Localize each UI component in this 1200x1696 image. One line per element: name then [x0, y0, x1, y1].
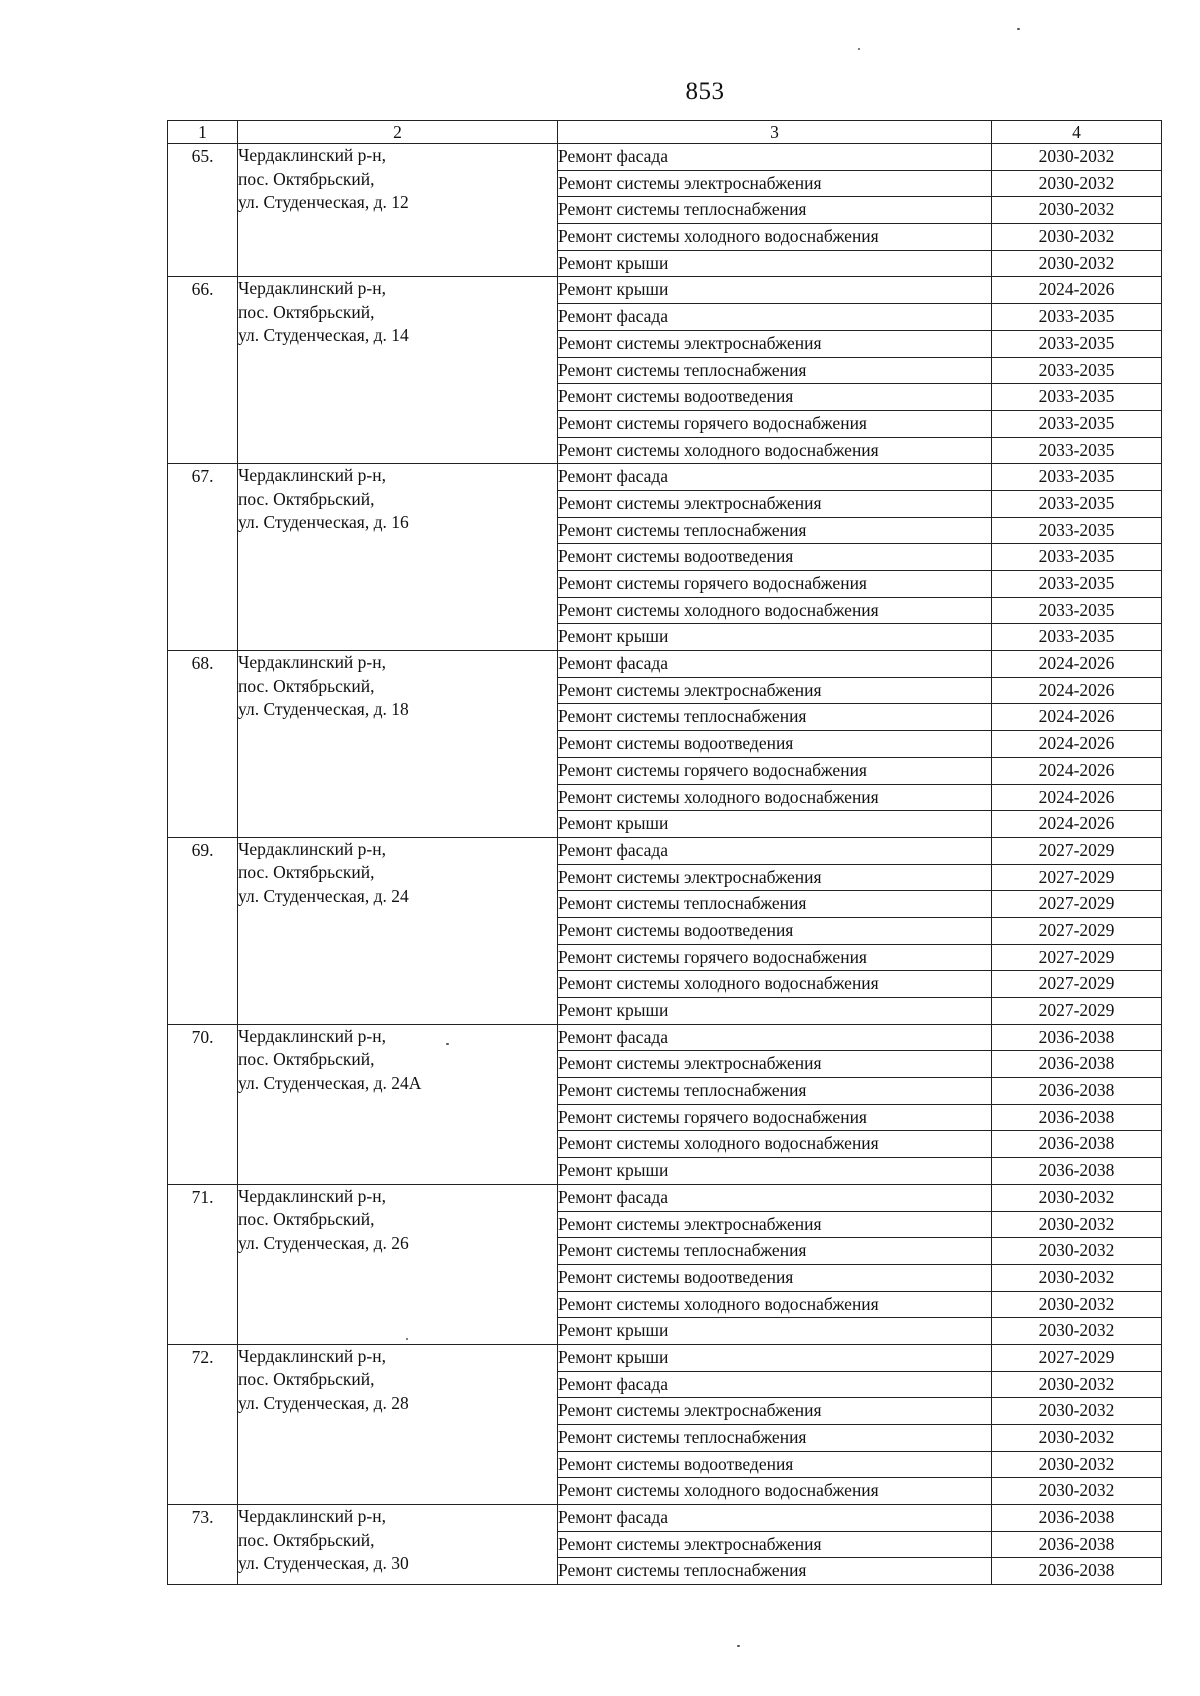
work-period: 2030-2032	[992, 1211, 1162, 1238]
address-line: Чердаклинский р-н,	[238, 838, 386, 859]
work-period: 2033-2035	[992, 517, 1162, 544]
entry-address	[238, 1344, 558, 1504]
address-line: ул. Студенческая, д. 14	[238, 325, 409, 346]
work-type: Ремонт системы электроснабжения	[558, 330, 992, 357]
address-line: Чердаклинский р-н,	[238, 1506, 386, 1527]
entry-number: 73.	[168, 1505, 238, 1585]
work-period: 2027-2029	[992, 837, 1162, 864]
work-period: 2030-2032	[992, 170, 1162, 197]
table-row	[168, 1344, 1162, 1371]
work-period: 2024-2026	[992, 757, 1162, 784]
work-period: 2033-2035	[992, 490, 1162, 517]
address-line: Чердаклинский р-н,	[238, 145, 386, 165]
work-period: 2030-2032	[992, 1264, 1162, 1291]
work-period: 2027-2029	[992, 1344, 1162, 1371]
work-type: Ремонт фасада	[558, 1184, 992, 1211]
work-type: Ремонт системы электроснабжения	[558, 1051, 992, 1078]
table-row	[168, 1505, 1162, 1532]
entry-number: 68.	[168, 651, 238, 838]
work-type: Ремонт системы холодного водоснабжения	[558, 1131, 992, 1158]
work-period: 2024-2026	[992, 811, 1162, 838]
work-period: 2024-2026	[992, 651, 1162, 678]
work-period: 2024-2026	[992, 277, 1162, 304]
work-period: 2036-2038	[992, 1158, 1162, 1185]
address-line: пос. Октябрьский,	[238, 1049, 375, 1070]
work-type: Ремонт системы электроснабжения	[558, 1531, 992, 1558]
scan-speck	[737, 1645, 740, 1647]
address-line: пос. Октябрьский,	[238, 488, 375, 509]
work-type: Ремонт системы электроснабжения	[558, 170, 992, 197]
work-type: Ремонт фасада	[558, 651, 992, 678]
address-line: пос. Октябрьский,	[238, 1369, 375, 1390]
entry-number: 72.	[168, 1344, 238, 1504]
work-period: 2033-2035	[992, 304, 1162, 331]
work-type: Ремонт фасада	[558, 1024, 992, 1051]
entry-number: 66.	[168, 277, 238, 464]
work-period: 2030-2032	[992, 224, 1162, 251]
address-line: ул. Студенческая, д. 18	[238, 699, 409, 720]
work-period: 2033-2035	[992, 544, 1162, 571]
header-col-2: 2	[238, 121, 558, 144]
work-type: Ремонт системы электроснабжения	[558, 490, 992, 517]
work-type: Ремонт системы водоотведения	[558, 917, 992, 944]
work-period: 2030-2032	[992, 1318, 1162, 1345]
work-period: 2033-2035	[992, 437, 1162, 464]
entry-number: 69.	[168, 837, 238, 1024]
work-type: Ремонт системы водоотведения	[558, 544, 992, 571]
work-period: 2036-2038	[992, 1131, 1162, 1158]
work-type: Ремонт системы теплоснабжения	[558, 1558, 992, 1585]
work-type: Ремонт системы водоотведения	[558, 1451, 992, 1478]
work-type: Ремонт системы теплоснабжения	[558, 357, 992, 384]
address-line: пос. Октябрьский,	[238, 168, 375, 189]
work-type: Ремонт системы теплоснабжения	[558, 1078, 992, 1105]
work-period: 2027-2029	[992, 944, 1162, 971]
work-period: 2036-2038	[992, 1558, 1162, 1585]
header-col-1: 1	[168, 121, 238, 144]
work-type: Ремонт системы холодного водоснабжения	[558, 1478, 992, 1505]
work-type: Ремонт крыши	[558, 277, 992, 304]
work-period: 2027-2029	[992, 917, 1162, 944]
entry-address	[238, 837, 558, 1024]
work-type: Ремонт фасада	[558, 464, 992, 491]
work-type: Ремонт фасада	[558, 144, 992, 171]
address-line: пос. Октябрьский,	[238, 862, 375, 883]
address-line: Чердаклинский р-н,	[238, 1185, 386, 1206]
table-row	[168, 651, 1162, 678]
work-period: 2024-2026	[992, 731, 1162, 758]
work-type: Ремонт крыши	[558, 1158, 992, 1185]
header-col-4: 4	[992, 121, 1162, 144]
entry-number: 70.	[168, 1024, 238, 1184]
scan-speck	[1017, 28, 1020, 30]
entry-address	[238, 1505, 558, 1585]
work-period: 2030-2032	[992, 1478, 1162, 1505]
work-type: Ремонт системы теплоснабжения	[558, 1425, 992, 1452]
work-type: Ремонт крыши	[558, 250, 992, 277]
work-period: 2027-2029	[992, 998, 1162, 1025]
work-period: 2030-2032	[992, 1451, 1162, 1478]
work-period: 2030-2032	[992, 1291, 1162, 1318]
work-type: Ремонт системы холодного водоснабжения	[558, 224, 992, 251]
scan-speck	[446, 1043, 449, 1045]
work-period: 2024-2026	[992, 677, 1162, 704]
address-line: пос. Октябрьский,	[238, 675, 375, 696]
entry-address	[238, 144, 558, 277]
work-type: Ремонт системы теплоснабжения	[558, 891, 992, 918]
entry-address	[238, 1024, 558, 1184]
work-type: Ремонт системы водоотведения	[558, 731, 992, 758]
table-row	[168, 837, 1162, 864]
work-type: Ремонт системы холодного водоснабжения	[558, 437, 992, 464]
work-period: 2033-2035	[992, 330, 1162, 357]
work-type: Ремонт системы горячего водоснабжения	[558, 757, 992, 784]
work-type: Ремонт крыши	[558, 811, 992, 838]
work-period: 2024-2026	[992, 784, 1162, 811]
work-type: Ремонт системы горячего водоснабжения	[558, 571, 992, 598]
entry-address	[238, 464, 558, 651]
work-type: Ремонт крыши	[558, 624, 992, 651]
table-body	[168, 144, 1162, 1585]
work-period: 2030-2032	[992, 1398, 1162, 1425]
work-type: Ремонт системы теплоснабжения	[558, 197, 992, 224]
work-type: Ремонт системы холодного водоснабжения	[558, 597, 992, 624]
address-line: Чердаклинский р-н,	[238, 278, 386, 299]
work-period: 2036-2038	[992, 1024, 1162, 1051]
header-col-3: 3	[558, 121, 992, 144]
work-period: 2033-2035	[992, 384, 1162, 411]
work-type: Ремонт крыши	[558, 1318, 992, 1345]
address-line: Чердаклинский р-н,	[238, 465, 386, 486]
address-line: пос. Октябрьский,	[238, 301, 375, 322]
table-header	[168, 121, 1162, 144]
entry-number: 65.	[168, 144, 238, 277]
work-type: Ремонт системы электроснабжения	[558, 864, 992, 891]
work-period: 2033-2035	[992, 410, 1162, 437]
work-type: Ремонт фасада	[558, 837, 992, 864]
work-period: 2033-2035	[992, 597, 1162, 624]
work-period: 2030-2032	[992, 1371, 1162, 1398]
work-period: 2030-2032	[992, 250, 1162, 277]
repair-schedule-table	[167, 120, 1162, 1585]
work-period: 2033-2035	[992, 571, 1162, 598]
entry-number: 71.	[168, 1184, 238, 1344]
table-row	[168, 277, 1162, 304]
table-row	[168, 464, 1162, 491]
work-period: 2030-2032	[992, 1238, 1162, 1265]
work-period: 2027-2029	[992, 864, 1162, 891]
work-period: 2033-2035	[992, 624, 1162, 651]
address-line: Чердаклинский р-н,	[238, 1345, 386, 1366]
work-type: Ремонт фасада	[558, 304, 992, 331]
work-type: Ремонт системы теплоснабжения	[558, 1238, 992, 1265]
work-period: 2030-2032	[992, 144, 1162, 171]
address-line: ул. Студенческая, д. 26	[238, 1232, 409, 1253]
table-row	[168, 1184, 1162, 1211]
entry-address	[238, 277, 558, 464]
page-number: 853	[685, 78, 725, 105]
table-row	[168, 144, 1162, 171]
work-type: Ремонт системы электроснабжения	[558, 1398, 992, 1425]
address-line: ул. Студенческая, д. 28	[238, 1392, 409, 1413]
address-line: ул. Студенческая, д. 12	[238, 192, 409, 212]
work-type: Ремонт системы холодного водоснабжения	[558, 971, 992, 998]
work-period: 2027-2029	[992, 971, 1162, 998]
work-type: Ремонт крыши	[558, 998, 992, 1025]
address-line: пос. Октябрьский,	[238, 1529, 375, 1550]
work-period: 2024-2026	[992, 704, 1162, 731]
scan-speck	[406, 1338, 408, 1340]
address-line: пос. Октябрьский,	[238, 1209, 375, 1230]
address-line: Чердаклинский р-н,	[238, 652, 386, 673]
header-row	[168, 121, 1162, 144]
work-type: Ремонт системы горячего водоснабжения	[558, 944, 992, 971]
table-row	[168, 1024, 1162, 1051]
work-type: Ремонт системы теплоснабжения	[558, 517, 992, 544]
work-type: Ремонт фасада	[558, 1505, 992, 1532]
work-type: Ремонт системы холодного водоснабжения	[558, 784, 992, 811]
work-period: 2030-2032	[992, 197, 1162, 224]
work-period: 2027-2029	[992, 891, 1162, 918]
address-line: Чердаклинский р-н,	[238, 1025, 386, 1046]
work-type: Ремонт системы электроснабжения	[558, 1211, 992, 1238]
address-line: ул. Студенческая, д. 24	[238, 885, 409, 906]
work-type: Ремонт системы водоотведения	[558, 384, 992, 411]
address-line: ул. Студенческая, д. 24А	[238, 1072, 422, 1093]
work-type: Ремонт системы горячего водоснабжения	[558, 1104, 992, 1131]
work-period: 2033-2035	[992, 464, 1162, 491]
work-period: 2036-2038	[992, 1078, 1162, 1105]
work-period: 2030-2032	[992, 1425, 1162, 1452]
work-type: Ремонт крыши	[558, 1344, 992, 1371]
entry-address	[238, 1184, 558, 1344]
entry-number: 67.	[168, 464, 238, 651]
work-period: 2036-2038	[992, 1531, 1162, 1558]
entry-address	[238, 651, 558, 838]
work-period: 2036-2038	[992, 1104, 1162, 1131]
address-line: ул. Студенческая, д. 16	[238, 512, 409, 533]
work-period: 2033-2035	[992, 357, 1162, 384]
work-type: Ремонт системы водоотведения	[558, 1264, 992, 1291]
work-type: Ремонт системы холодного водоснабжения	[558, 1291, 992, 1318]
work-type: Ремонт системы электроснабжения	[558, 677, 992, 704]
work-period: 2036-2038	[992, 1505, 1162, 1532]
address-line: ул. Студенческая, д. 30	[238, 1553, 409, 1574]
work-period: 2036-2038	[992, 1051, 1162, 1078]
scan-speck	[858, 48, 860, 50]
work-type: Ремонт фасада	[558, 1371, 992, 1398]
work-type: Ремонт системы горячего водоснабжения	[558, 410, 992, 437]
work-type: Ремонт системы теплоснабжения	[558, 704, 992, 731]
work-period: 2030-2032	[992, 1184, 1162, 1211]
